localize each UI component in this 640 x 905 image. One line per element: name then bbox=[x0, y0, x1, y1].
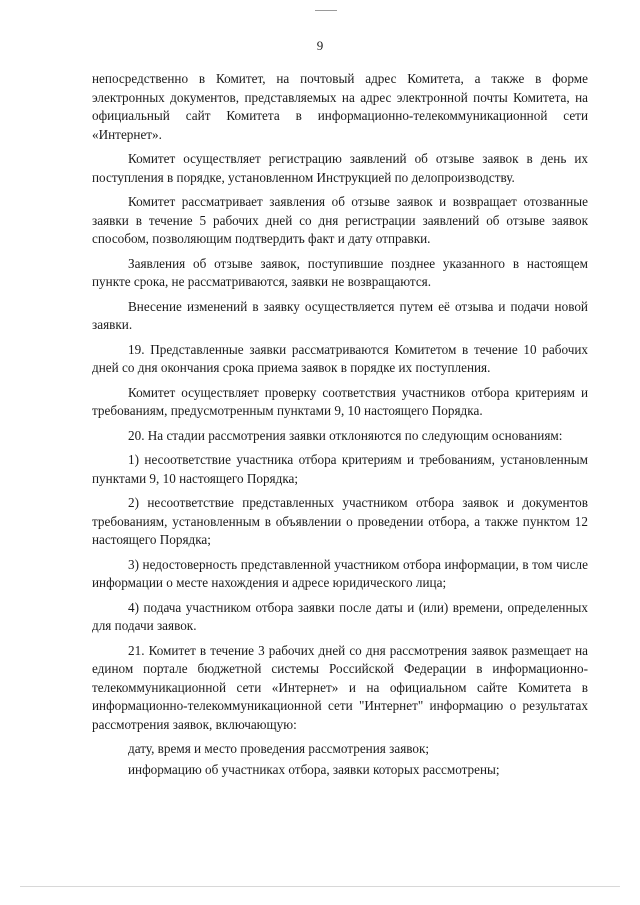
paragraph-clause-21: 21. Комитет в течение 3 рабочих дней со дня рассмотрения заявок размещает на едином портале бюджетной системы Российской Федерации в информационно-телекоммуникационной сети «Интернет» и на официальном сайте Комитета в информационно-телекоммуникационной сети "Интернет" информацию о результатах рассмотрения заявок, включающую: bbox=[92, 642, 588, 732]
paragraph-changes: Внесение изменений в заявку осуществляется путем её отзыва и подачи новой заявки. bbox=[92, 298, 588, 332]
list-item-4: 4) подача участником отбора заявки после даты и (или) времени, определенных для подачи заявок. bbox=[92, 599, 588, 633]
list-item-3: 3) недостоверность представленной участником отбора информации, в том числе информации о месте нахождения и адресе юридического лица; bbox=[92, 556, 588, 590]
page-number: 9 bbox=[316, 38, 324, 53]
paragraph-registration: Комитет осуществляет регистрацию заявлений об отзыве заявок в день их поступления в порядке, установленном Инструкцией по делопроизводству. bbox=[92, 151, 588, 185]
list-item-participants: информацию об участниках отбора, заявки которых рассмотрены; bbox=[128, 761, 500, 777]
scan-speck-bottom bbox=[20, 886, 620, 887]
list-item-2: 2) несоответствие представленных участником отбора заявок и документов требованиям, установленным в объявлении о проведении отбора, а также пунктом 12 настоящего Порядка; bbox=[92, 495, 588, 547]
paragraph-clause-20: 20. На стадии рассмотрения заявки отклоняются по следующим основаниям: bbox=[128, 427, 563, 443]
paragraph-review-withdrawal: Комитет рассматривает заявления об отзыве заявок и возвращает отозванные заявки в течение 5 рабочих дней со дня регистрации заявлений об отзыве заявок способом, позволяющим подтвердить факт и дату отправки. bbox=[92, 194, 588, 246]
list-item-date-time: дату, время и место проведения рассмотрения заявок; bbox=[128, 741, 430, 756]
paragraph-compliance-check: Комитет осуществляет проверку соответствия участников отбора критериям и требованиям, предусмотренным пунктами 9, 10 настоящего Порядка. bbox=[92, 384, 588, 418]
document-body bbox=[92, 70, 588, 781]
paragraph-continuation: непосредственно в Комитет, на почтовый адрес Комитета, а также в форме электронных документов, представляемых на адрес электронной почты Комитета, на официальный сайт Комитета в информационно-телекоммуникационной сети «Интернет». bbox=[92, 71, 588, 142]
list-item-1: 1) несоответствие участника отбора критериям и требованиям, установленным пунктами 9, 10 настоящего Порядка; bbox=[92, 452, 588, 486]
paragraph-late-withdrawal: Заявления об отзыве заявок, поступившие позднее указанного в настоящем пункте срока, не рассматриваются, заявки не возвращаются. bbox=[92, 255, 588, 289]
scan-speck-top bbox=[315, 10, 337, 11]
paragraph-clause-19: 19. Представленные заявки рассматриваются Комитетом в течение 10 рабочих дней со дня окончания срока приема заявок в порядке их поступления. bbox=[92, 341, 588, 375]
